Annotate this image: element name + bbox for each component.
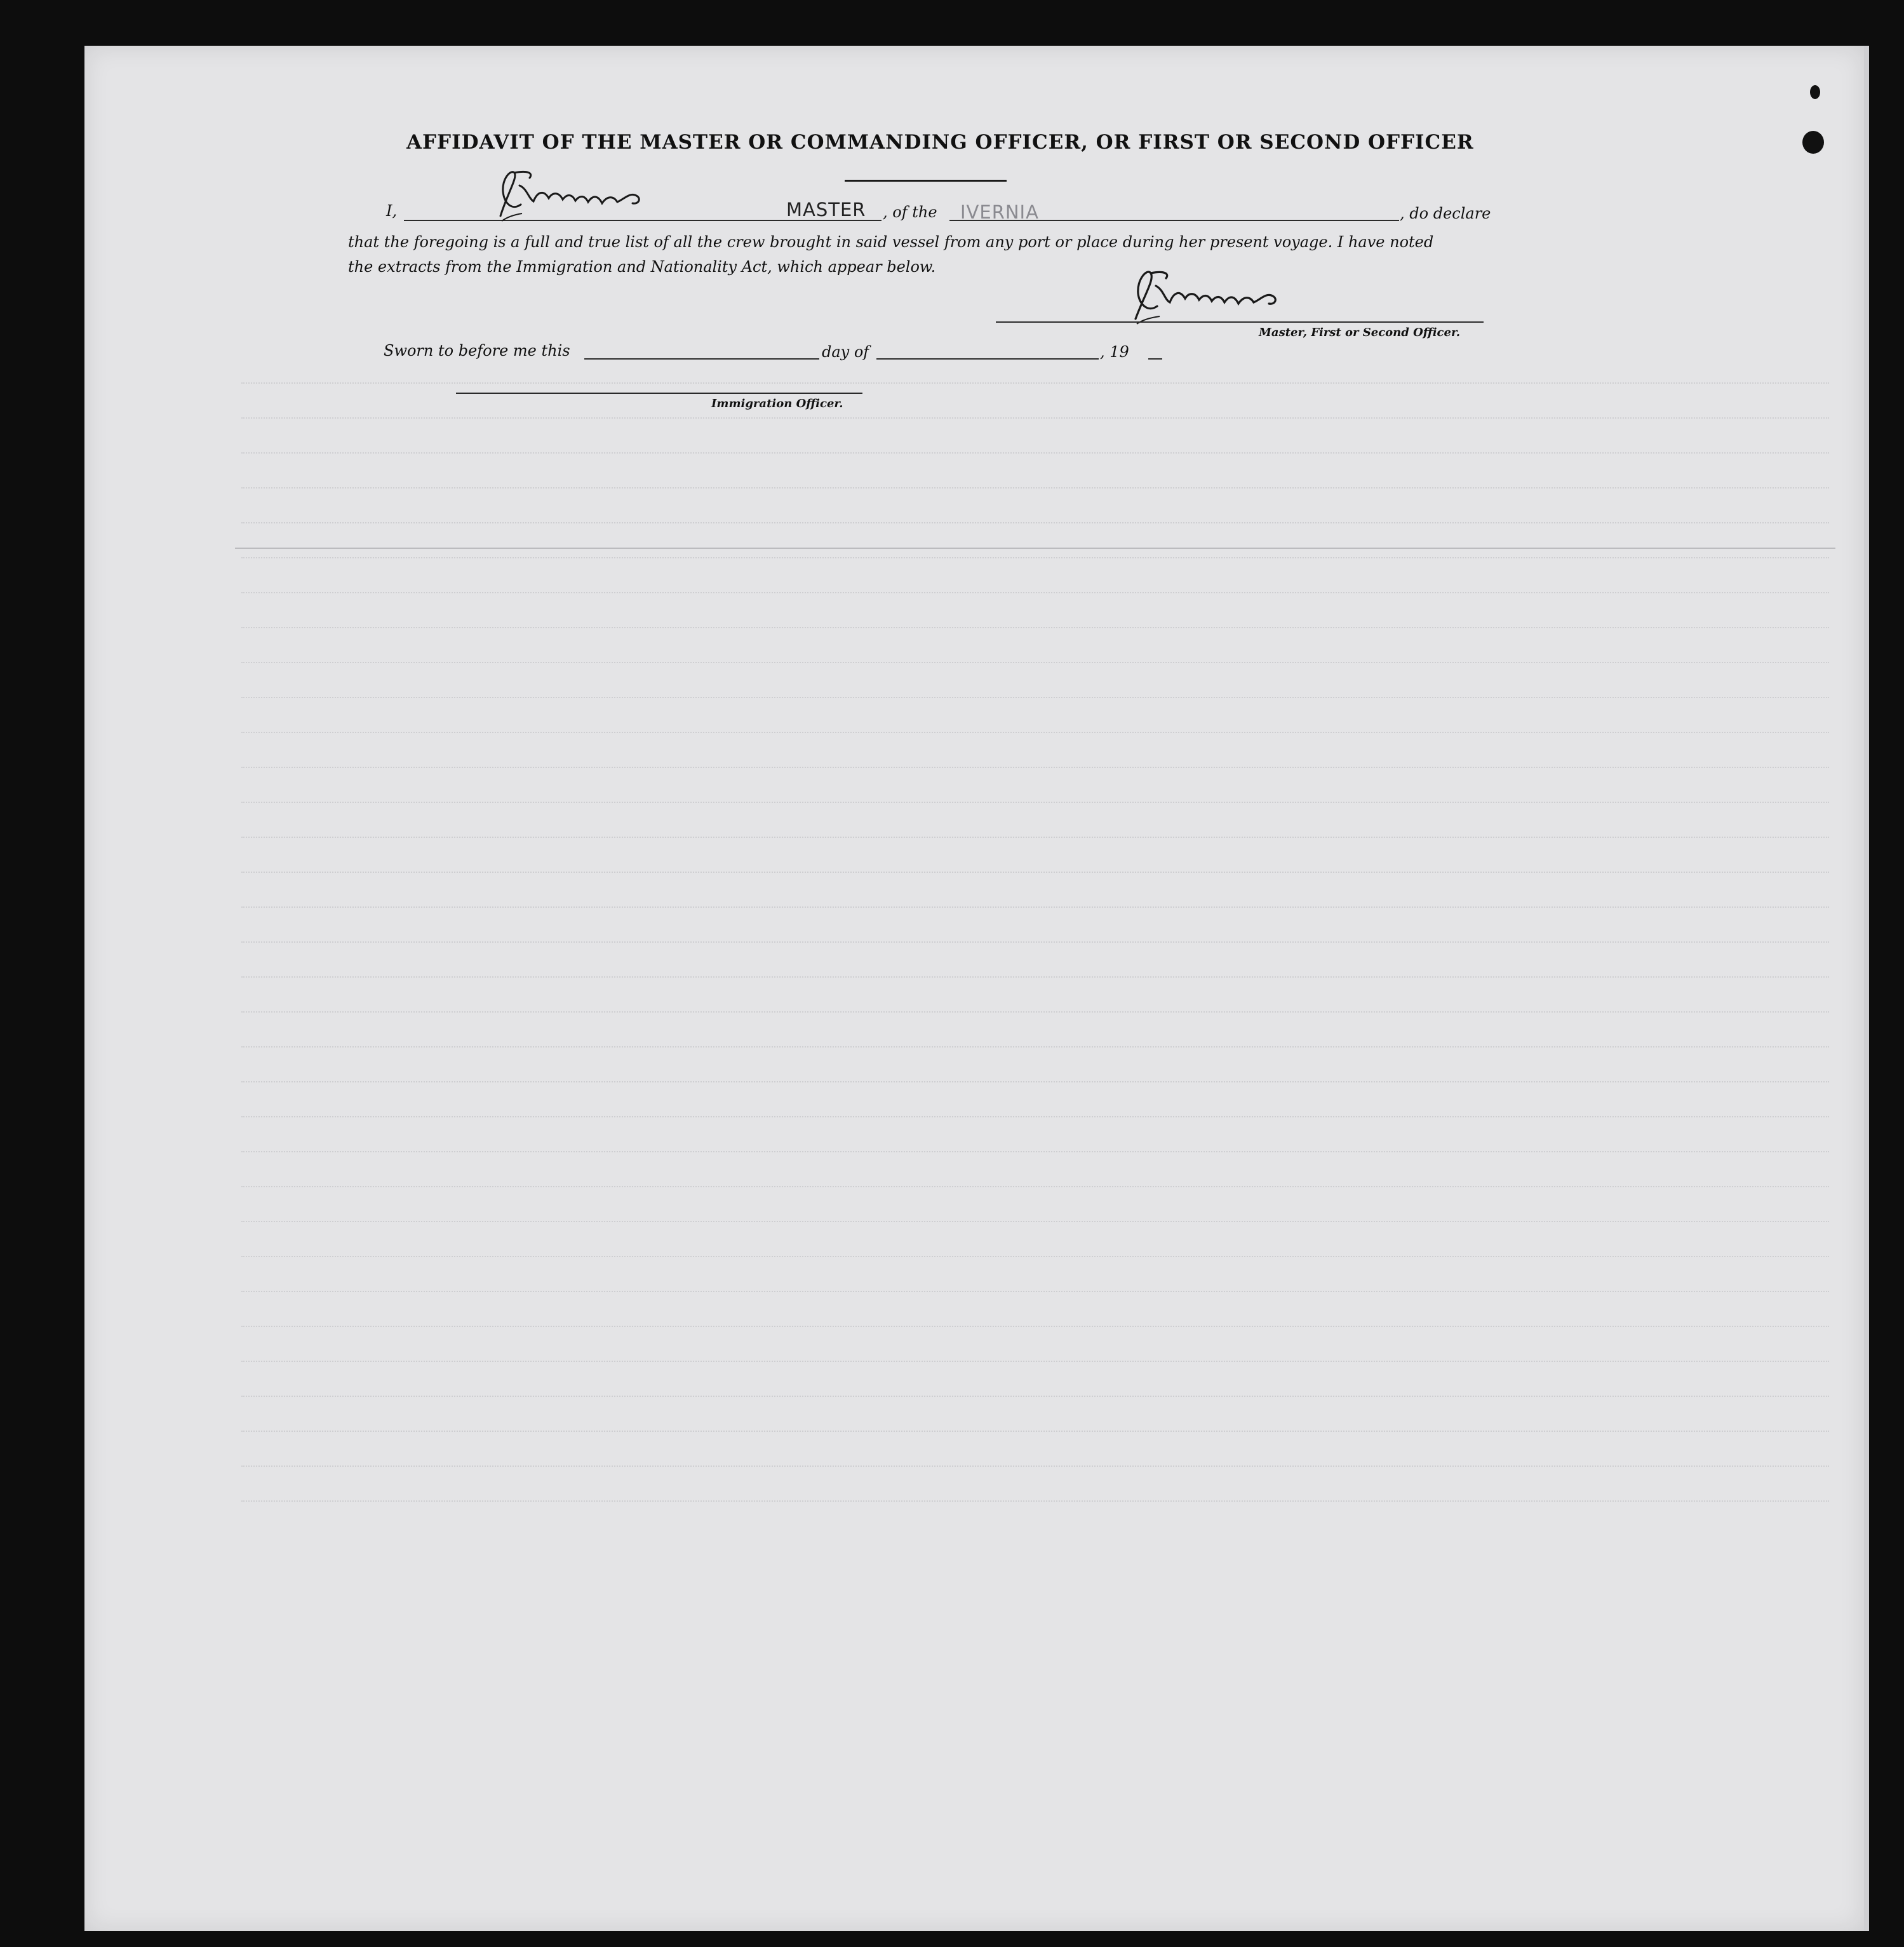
bleed-through-row — [241, 976, 1829, 978]
bleed-through-row — [241, 906, 1829, 908]
officer-caption: Immigration Officer. — [711, 397, 843, 410]
bleed-through-row — [241, 1186, 1829, 1187]
bleed-through-row — [241, 1396, 1829, 1397]
bleed-through-row — [241, 452, 1829, 454]
bleed-through-row — [241, 1151, 1829, 1152]
bleed-through-row — [241, 487, 1829, 488]
i-prefix: I, — [386, 202, 398, 220]
master-signature — [1123, 266, 1307, 329]
sworn-day-line — [584, 358, 819, 360]
signer-caption: Master, First or Second Officer. — [1259, 326, 1461, 339]
declaration-line-2: the extracts from the Immigration and Nationality Act, which appear below. — [348, 258, 936, 276]
bleed-through-row — [241, 767, 1829, 768]
bleed-through-row — [241, 592, 1829, 593]
bleed-through-row — [241, 872, 1829, 873]
do-declare-label: , do declare — [1400, 205, 1491, 222]
bleed-through-row — [241, 1221, 1829, 1222]
of-the-label: , of the — [883, 203, 937, 221]
signature-line — [996, 321, 1484, 323]
year-prefix: , 19 — [1100, 343, 1129, 361]
punch-hole — [1802, 131, 1824, 154]
bleed-through-row — [241, 1326, 1829, 1327]
bleed-through-row — [241, 1116, 1829, 1117]
affidavit-title: AFFIDAVIT OF THE MASTER OR COMMANDING OFFICER, OR FIRST OR SECOND OFFICER — [406, 131, 1474, 154]
bleed-through-row — [241, 802, 1829, 803]
bleed-through-row — [241, 627, 1829, 628]
bleed-through-row — [241, 941, 1829, 943]
page-edge — [1864, 46, 1869, 1931]
bleed-through-row — [241, 1500, 1829, 1502]
bleed-through-row — [241, 1361, 1829, 1362]
bleed-through-row — [241, 732, 1829, 733]
bleed-through-row — [241, 662, 1829, 663]
bleed-through-row — [241, 1291, 1829, 1292]
sworn-month-line — [876, 358, 1099, 360]
bleed-through-row — [241, 1046, 1829, 1048]
bleed-through-row — [241, 417, 1829, 419]
bleed-through-row — [241, 1011, 1829, 1013]
bleed-through-row — [241, 1465, 1829, 1467]
bleed-through-row — [241, 697, 1829, 698]
bleed-through-rule — [235, 548, 1835, 549]
bleed-through-row — [241, 557, 1829, 558]
sworn-prefix: Sworn to before me this — [384, 342, 570, 360]
rank-value: MASTER — [786, 199, 866, 220]
bleed-through-row — [241, 837, 1829, 838]
master-signature-top — [489, 166, 673, 227]
year-line — [1148, 358, 1162, 360]
ink-speck — [1810, 85, 1820, 99]
day-of-label: day of — [822, 343, 869, 361]
bleed-through-row — [241, 382, 1829, 384]
document-sheet — [84, 46, 1864, 1931]
bleed-through-row — [241, 522, 1829, 523]
bleed-through-row — [241, 1431, 1829, 1432]
title-underline — [845, 180, 1007, 182]
officer-signature-line — [456, 393, 862, 394]
bleed-through-row — [241, 1081, 1829, 1082]
vessel-value: IVERNIA — [960, 201, 1039, 223]
bleed-through-row — [241, 1256, 1829, 1257]
declaration-line-1: that the foregoing is a full and true list of all the crew brought in said vessel from any port or place during her present voyage. I have noted — [348, 233, 1434, 251]
